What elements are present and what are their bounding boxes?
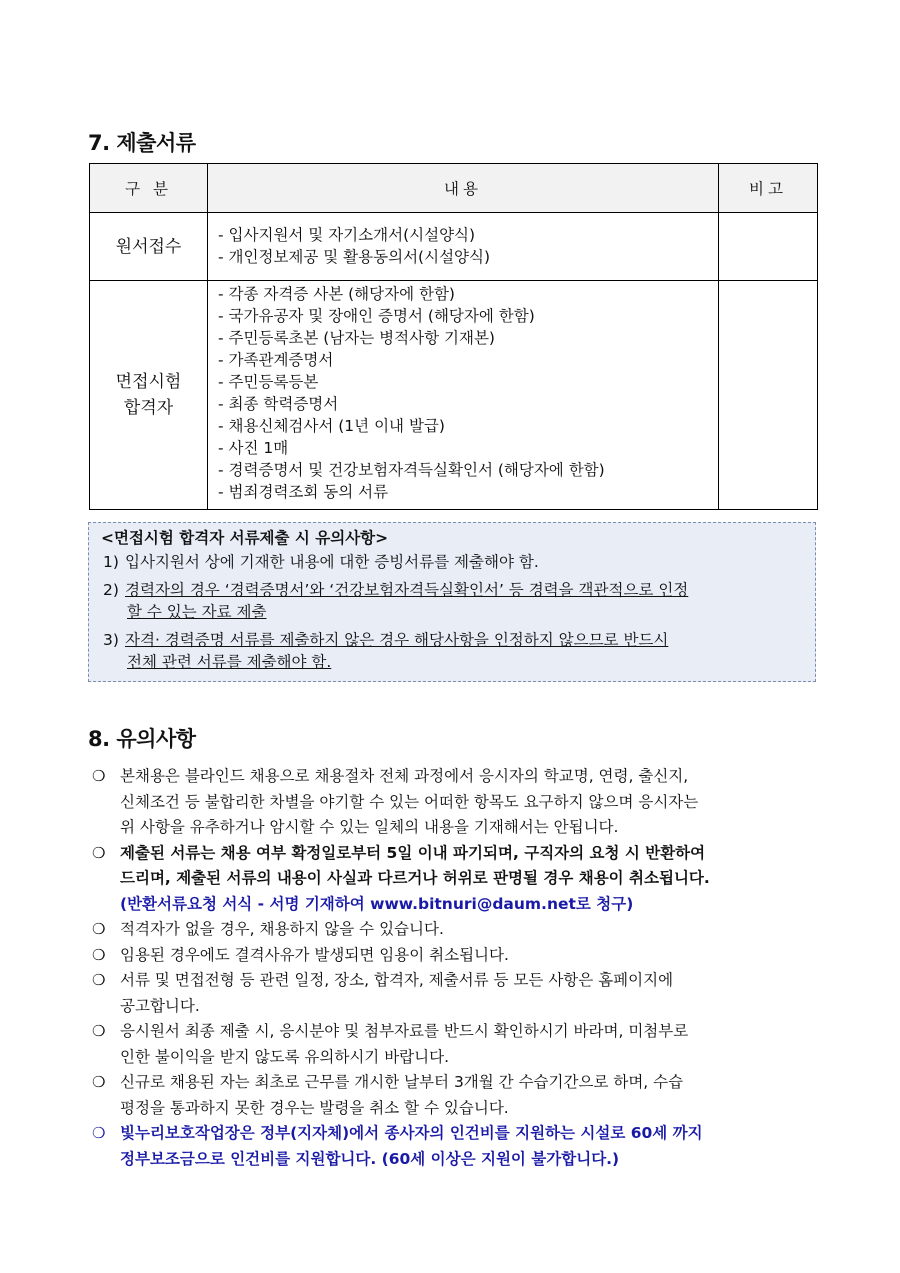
list-item: ❍ 제출된 서류는 채용 여부 확정일로부터 5일 이내 파기되며, 구직자의 요청 시 반환하여 드리며, 제출된 서류의 내용이 사실과 다르거나 허위로 판명될 경우 채용이 취소됩니다. (반환서류요청 서식 - 서명 기재하여 www.bitnuri@daum.net로 청구): [92, 841, 837, 918]
row-content: [208, 213, 719, 281]
list-item: - 입사지원서 및 자기소개서(시설양식): [218, 226, 476, 244]
list-item: - 최종 학력증명서: [218, 395, 339, 413]
header-category: 구 분: [90, 164, 208, 213]
circle-bullet-icon: ❍: [92, 1124, 106, 1142]
list-item: - 각종 자격증 사본 (해당자에 한함): [218, 285, 455, 303]
list-item: - 경력증명서 및 건강보험자격득실확인서 (해당자에 한함): [218, 461, 605, 479]
row-category: 면접시험 합격자: [90, 281, 208, 510]
interview-notice-box: [88, 522, 816, 682]
list-item: ❍ 서류 및 면접전형 등 관련 일정, 장소, 합격자, 제출서류 등 모든 사항은 홈페이지에 공고합니다.: [92, 968, 837, 1019]
circle-bullet-icon: ❍: [92, 1073, 106, 1091]
notice-item: 2) 경력자의 경우 ‘경력증명서’와 ‘건강보험자격득실확인서’ 등 경력을 객관적으로 인정 할 수 있는 자료 제출: [103, 581, 689, 621]
table-row: [90, 281, 818, 510]
notice-heading: <면접시험 합격자 서류제출 시 유의사항>: [101, 529, 389, 547]
notice-item: 3) 자격· 경력증명 서류를 제출하지 않은 경우 해당사항을 인정하지 않으므로 반드시 전체 관련 서류를 제출해야 함.: [103, 631, 669, 671]
row-note: [719, 281, 818, 510]
list-item: ❍ 본채용은 블라인드 채용으로 채용절차 전체 과정에서 응시자의 학교명, 연령, 출신지, 신체조건 등 불합리한 차별을 야기할 수 있는 어떠한 항목도 요구하지 않으며 응시자는 위 사항을 유추하거나 암시할 수 있는 일체의 내용을 기재해서는 안됩니다.: [92, 764, 837, 841]
header-content: 내용: [208, 164, 719, 213]
circle-bullet-icon: ❍: [92, 1022, 106, 1040]
circle-bullet-icon: ❍: [92, 843, 106, 862]
circle-bullet-icon: ❍: [92, 945, 106, 964]
documents-table: [89, 163, 818, 510]
list-item: ❍ 빛누리보호작업장은 정부(지자체)에서 종사자의 인건비를 지원하는 시설로 60세 까지 정부보조금으로 인건비를 지원합니다. (60세 이상은 지원이 불가합니다.): [92, 1121, 837, 1172]
list-item: ❍ 신규로 채용된 자는 최초로 근무를 개시한 날부터 3개월 간 수습기간으로 하며, 수습 평정을 통과하지 못한 경우는 발령을 취소 할 수 있습니다.: [92, 1070, 837, 1121]
circle-bullet-icon: ❍: [92, 767, 106, 785]
circle-bullet-icon: ❍: [92, 971, 106, 989]
list-item: - 가족관계증명서: [218, 351, 334, 369]
list-item: ❍ 응시원서 최종 제출 시, 응시분야 및 첨부자료를 반드시 확인하시기 바라며, 미첨부로 인한 불이익을 받지 않도록 유의하시기 바랍니다.: [92, 1019, 837, 1070]
list-item: - 개인정보제공 및 활용동의서(시설양식): [218, 248, 491, 266]
list-item: - 채용신체검사서 (1년 이내 발급): [218, 417, 445, 435]
list-item: - 주민등록등본: [218, 373, 319, 391]
list-item: - 국가유공자 및 장애인 증명서 (해당자에 한함): [218, 307, 535, 325]
table-row: [90, 213, 818, 281]
circle-bullet-icon: ❍: [92, 920, 106, 938]
list-item: - 범죄경력조회 동의 서류: [218, 483, 389, 501]
row-category: 원서접수: [90, 213, 208, 281]
section-7-title: 7. 제출서류: [88, 131, 196, 155]
list-item: - 사진 1매: [218, 439, 289, 457]
return-request-note: (반환서류요청 서식 - 서명 기재하여 www.bitnuri@daum.net로 청구): [120, 894, 634, 913]
list-item: ❍ 적격자가 없을 경우, 채용하지 않을 수 있습니다.: [92, 917, 837, 943]
section-8-title: 8. 유의사항: [88, 727, 196, 751]
header-note: 비고: [719, 164, 818, 213]
cautions-list: [92, 764, 837, 1172]
row-content: [208, 281, 719, 510]
notice-item: 1) 입사지원서 상에 기재한 내용에 대한 증빙서류를 제출해야 함.: [103, 553, 539, 571]
list-item: - 주민등록초본 (남자는 병적사항 기재본): [218, 329, 495, 347]
row-note: [719, 213, 818, 281]
list-item: ❍ 임용된 경우에도 결격사유가 발생되면 임용이 취소됩니다.: [92, 943, 837, 969]
